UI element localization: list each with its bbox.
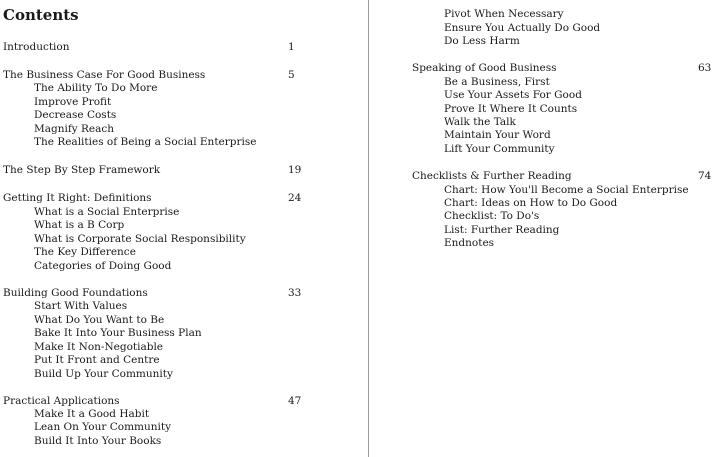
toc-page-number: 74 (698, 170, 712, 182)
toc-section[interactable]: Improve Profit (34, 96, 112, 108)
toc-page-number: 1 (288, 41, 295, 53)
toc-section[interactable]: The Key Difference (34, 246, 136, 258)
toc-chapter-definitions[interactable]: Getting It Right: Definitions (3, 192, 152, 204)
toc-section[interactable]: Lean On Your Community (34, 421, 172, 433)
toc-section[interactable]: Start With Values (34, 300, 128, 312)
toc-section[interactable]: Magnify Reach (34, 123, 115, 135)
toc-section[interactable]: Make It a Good Habit (34, 408, 150, 420)
toc-page-number: 47 (288, 395, 302, 407)
toc-chapter-introduction[interactable]: Introduction (3, 41, 70, 53)
toc-page-number: 63 (698, 62, 712, 74)
toc-page-number: 5 (288, 69, 295, 81)
toc-section[interactable]: What is a B Corp (34, 219, 125, 231)
toc-chapter-speaking[interactable]: Speaking of Good Business (412, 62, 557, 74)
toc-section[interactable]: Be a Business, First (444, 76, 550, 88)
toc-section[interactable]: Chart: How You'll Become a Social Enterprise (444, 184, 689, 196)
toc-section[interactable]: The Realities of Being a Social Enterprise (34, 136, 257, 148)
toc-section[interactable]: Use Your Assets For Good (444, 89, 582, 101)
toc-page-number: 24 (288, 192, 302, 204)
toc-section[interactable]: Pivot When Necessary (444, 8, 564, 20)
toc-chapter-foundations[interactable]: Building Good Foundations (3, 287, 148, 299)
toc-section[interactable]: Make It Non-Negotiable (34, 341, 164, 353)
toc-section[interactable]: Prove It Where It Counts (444, 103, 578, 115)
toc-section[interactable]: Do Less Harm (444, 35, 520, 47)
toc-section[interactable]: What Do You Want to Be (34, 314, 165, 326)
toc-chapter-checklists[interactable]: Checklists & Further Reading (412, 170, 572, 182)
toc-section[interactable]: Put It Front and Centre (34, 354, 160, 366)
right-page (369, 0, 720, 457)
toc-section[interactable]: Bake It Into Your Business Plan (34, 327, 202, 339)
toc-section[interactable]: What is Corporate Social Responsibility (34, 233, 246, 245)
toc-section[interactable]: Maintain Your Word (444, 129, 551, 141)
toc-section[interactable]: Checklist: To Do's (444, 210, 540, 222)
toc-section[interactable]: Ensure You Actually Do Good (444, 22, 601, 34)
toc-section[interactable]: Lift Your Community (444, 143, 555, 155)
contents-heading: Contents (3, 6, 79, 24)
toc-section[interactable]: The Ability To Do More (34, 82, 158, 94)
toc-section[interactable]: Chart: Ideas on How to Do Good (444, 197, 618, 209)
toc-section[interactable]: Categories of Doing Good (34, 260, 172, 272)
toc-section[interactable]: What is a Social Enterprise (34, 206, 180, 218)
toc-section[interactable]: Walk the Talk (444, 116, 516, 128)
toc-page-number: 19 (288, 164, 302, 176)
toc-section[interactable]: Build Up Your Community (34, 368, 173, 380)
toc-section[interactable]: Decrease Costs (34, 109, 117, 121)
toc-section[interactable]: Endnotes (444, 237, 495, 249)
toc-chapter-practical[interactable]: Practical Applications (3, 395, 120, 407)
toc-section[interactable]: List: Further Reading (444, 224, 560, 236)
toc-page-number: 33 (288, 287, 302, 299)
toc-chapter-business-case[interactable]: The Business Case For Good Business (3, 69, 206, 81)
toc-chapter-framework[interactable]: The Step By Step Framework (3, 164, 161, 176)
toc-section[interactable]: Build It Into Your Books (34, 435, 162, 447)
